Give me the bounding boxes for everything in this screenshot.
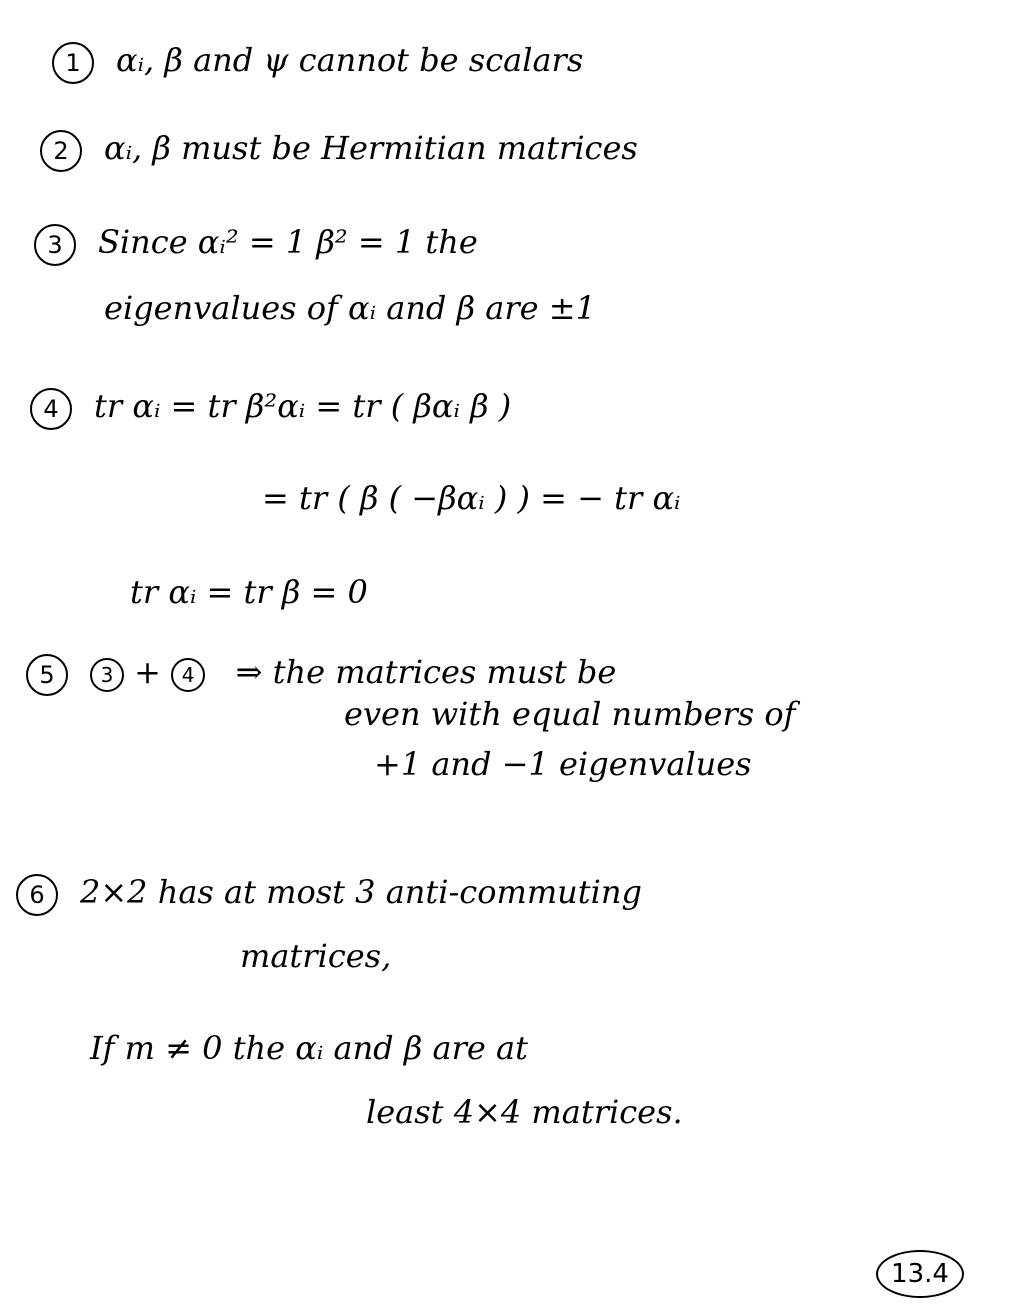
item-number-3: 3	[34, 224, 76, 266]
item-5-text-continued: even with equal numbers of	[344, 695, 796, 733]
plus-sign: +	[134, 653, 161, 691]
item-4-text-continued: = tr ( β ( −βαᵢ ) ) = − tr αᵢ	[262, 479, 681, 517]
item-4-continuation	[262, 478, 680, 518]
item-6-continuation	[240, 936, 391, 976]
item-3-text-continued: eigenvalues of αᵢ and β are ±1	[104, 289, 596, 327]
conclusion-continuation	[366, 1092, 683, 1132]
item-4-text: tr αᵢ = tr β²αᵢ = tr ( βαᵢ β )	[94, 387, 512, 425]
item-5-continuation	[344, 694, 796, 734]
item-number-5: 5	[26, 654, 68, 696]
item-5-conclusion	[374, 744, 752, 784]
conclusion-text-continued: least 4×4 matrices.	[366, 1093, 683, 1131]
item-3-text: Since αᵢ² = 1 β² = 1 the	[98, 223, 478, 261]
note-item-4	[30, 386, 511, 430]
item-5-conclusion-text: +1 and −1 eigenvalues	[374, 745, 752, 783]
item-3-continuation	[104, 288, 596, 328]
item-6-text-continued: matrices,	[240, 937, 392, 975]
item-number-1: 1	[52, 42, 94, 84]
reference-3: 3	[90, 658, 124, 692]
note-item-2	[40, 128, 638, 172]
note-item-5	[26, 652, 616, 696]
note-item-3	[34, 222, 478, 266]
item-number-6: 6	[16, 874, 58, 916]
item-number-2: 2	[40, 130, 82, 172]
item-5-text: ⇒ the matrices must be	[235, 653, 617, 691]
item-4-conclusion	[130, 572, 368, 612]
item-2-text: αᵢ, β must be Hermitian matrices	[104, 129, 638, 167]
item-1-text: αᵢ, β and ψ cannot be scalars	[116, 41, 584, 79]
page-number: 13.4	[876, 1250, 964, 1298]
note-item-1	[52, 40, 583, 84]
reference-4: 4	[171, 658, 205, 692]
note-item-6	[16, 872, 642, 916]
conclusion-text: If m ≠ 0 the αᵢ and β are at	[90, 1029, 528, 1067]
item-number-4: 4	[30, 388, 72, 430]
item-4-conclusion-text: tr αᵢ = tr β = 0	[130, 573, 368, 611]
item-6-text: 2×2 has at most 3 anti-commuting	[80, 873, 642, 911]
conclusion-line	[90, 1028, 528, 1068]
